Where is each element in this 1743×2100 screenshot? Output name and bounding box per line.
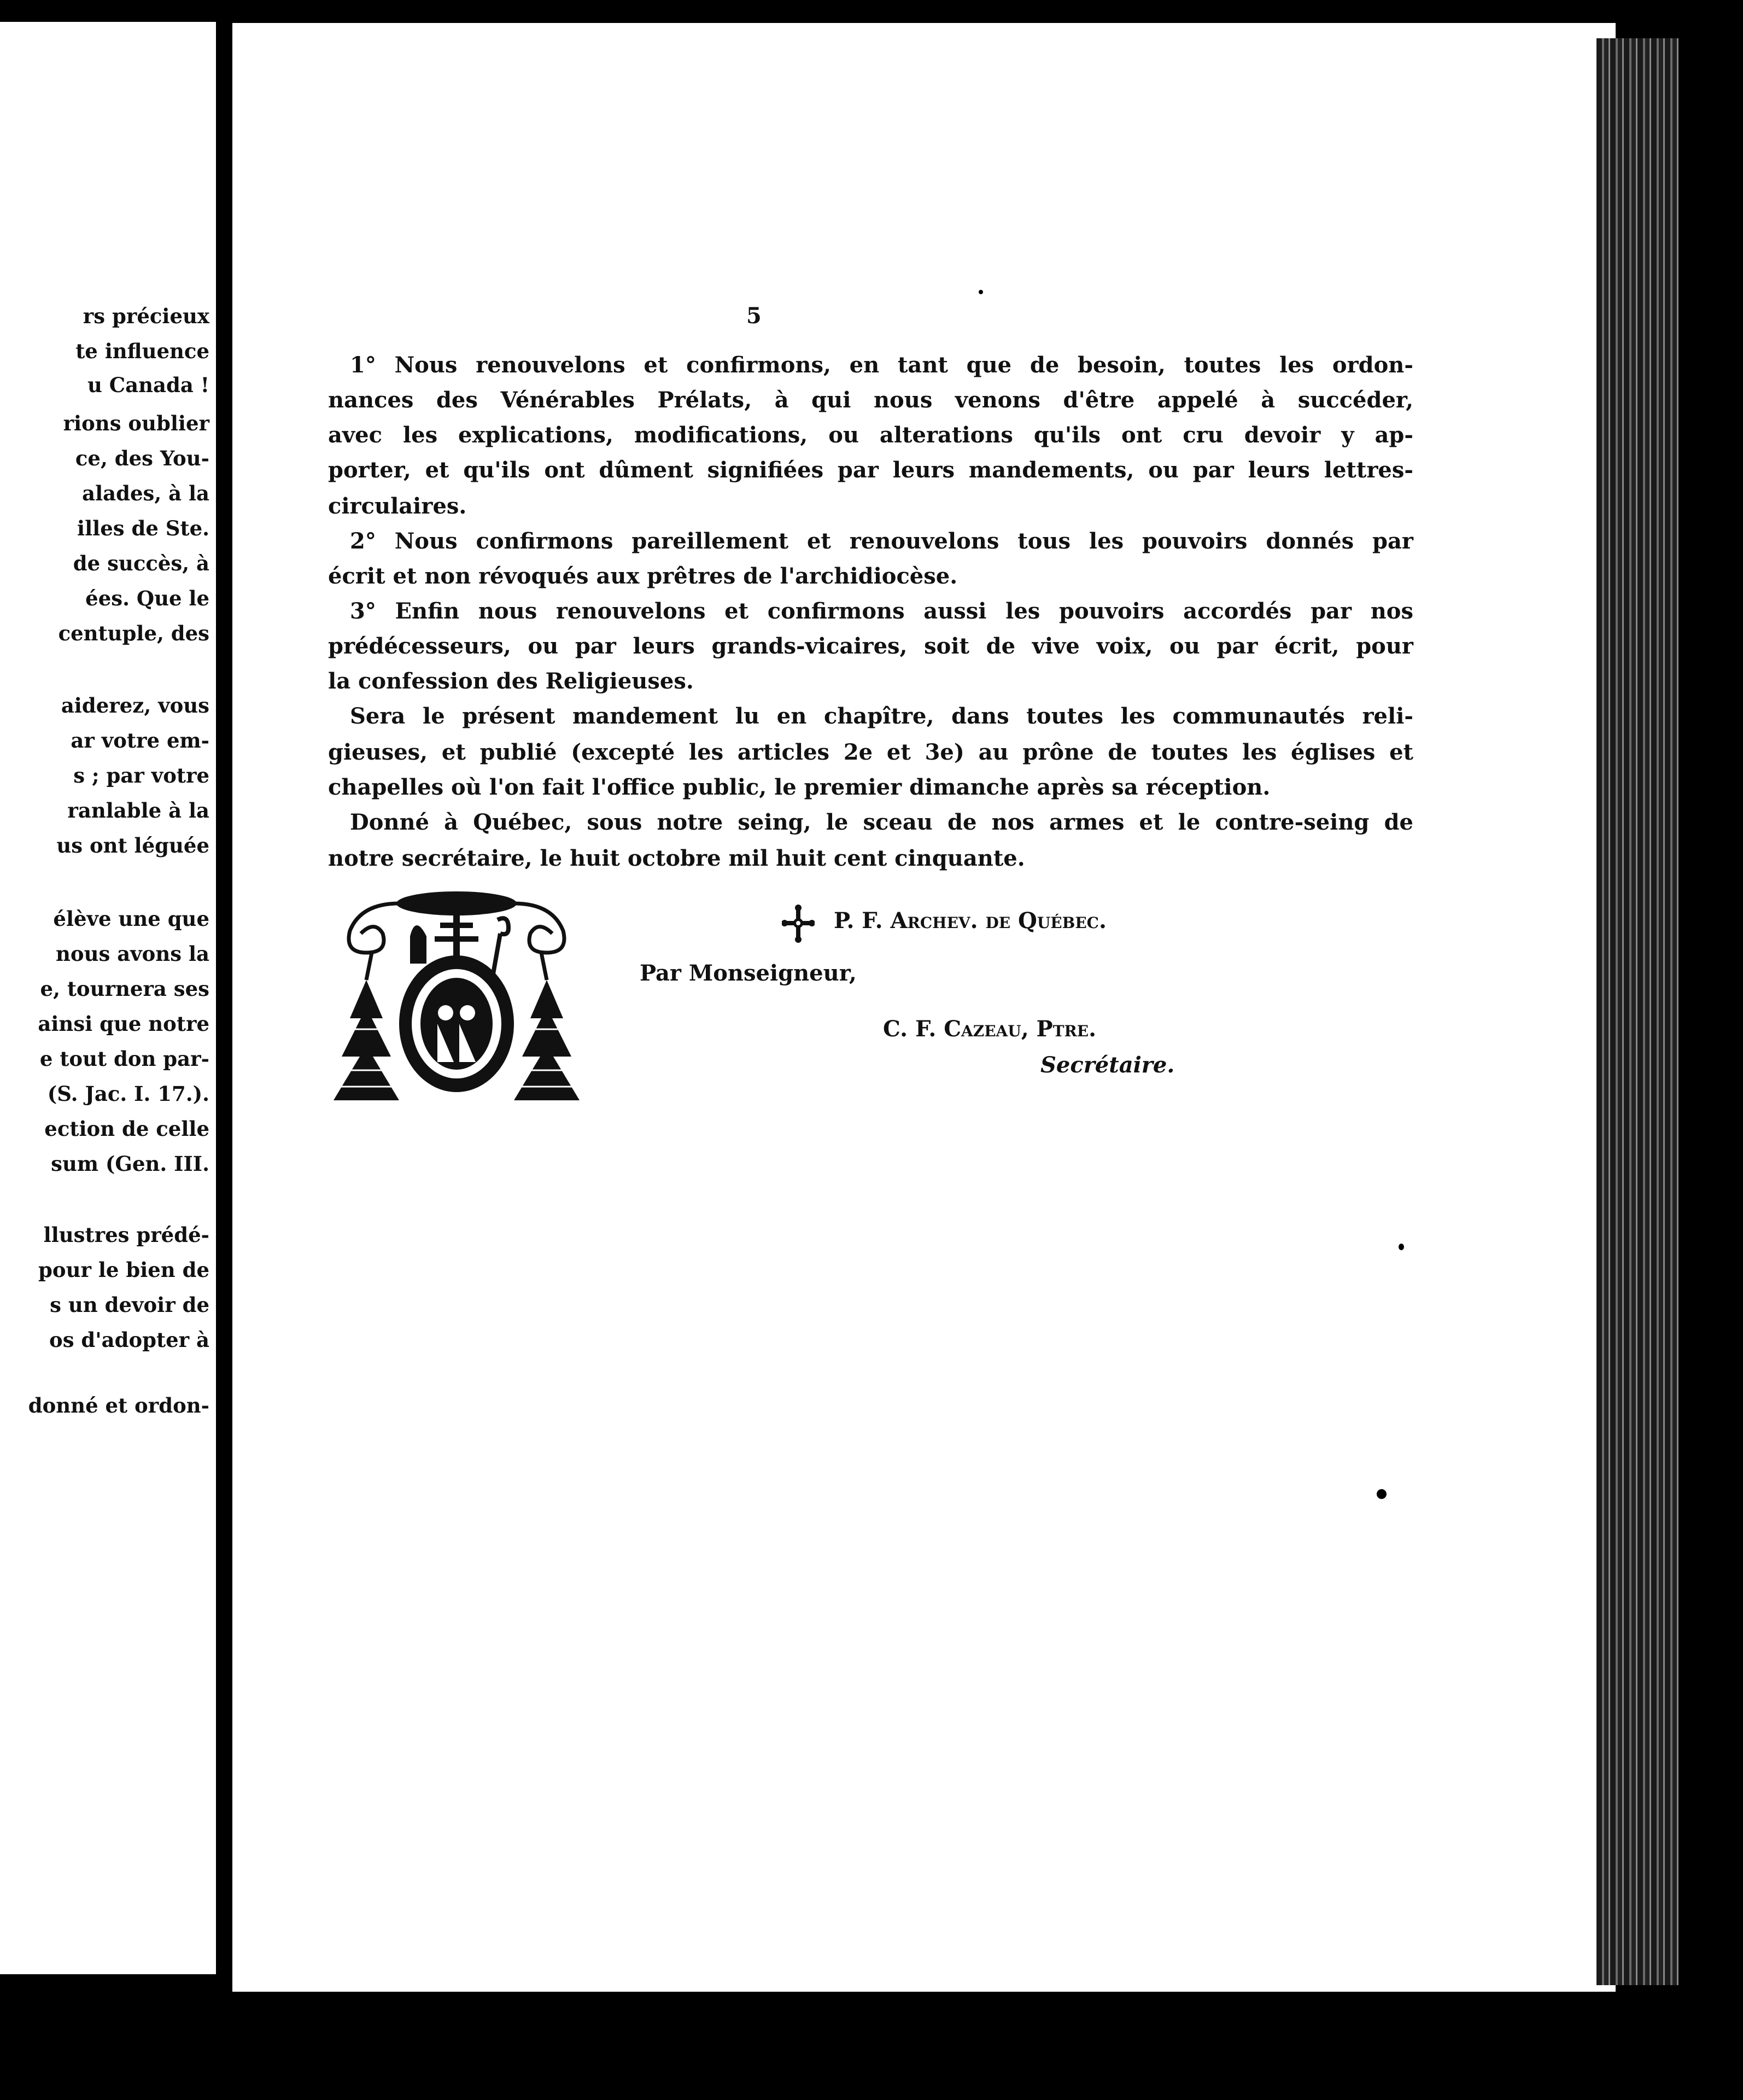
left-page-line: rs précieux	[83, 304, 209, 328]
cross-fleury-icon	[782, 905, 815, 943]
paragraph-line: avec les explications, modifications, ou alterations qu'ils ont cru devoir y ap-	[328, 422, 1413, 448]
left-page-line: rions oublier	[63, 411, 209, 435]
left-page-line: de succès, à	[73, 551, 209, 575]
page-number: 5	[746, 303, 762, 329]
left-page-line: u Canada !	[87, 373, 209, 397]
paragraph-line: 2° Nous confirmons pareillement et renouvelons tous les pouvoirs donnés par	[350, 528, 1413, 554]
paragraph-line: 3° Enfin nous renouvelons et confirmons aussi les pouvoirs accordés par nos	[350, 598, 1413, 624]
secretary-name: C. F. Cazeau, Ptre.	[883, 1016, 1096, 1042]
left-page-line: (S. Jac. I. 17.).	[47, 1082, 209, 1106]
left-page-line: ainsi que notre	[38, 1012, 209, 1036]
left-page-line: sum (Gen. III.	[51, 1152, 209, 1176]
paper-speck	[979, 290, 983, 294]
left-page-line: ar votre em-	[71, 728, 209, 752]
book-page-edges	[1596, 38, 1678, 1985]
archbishop-signature: P. F. Archev. de Québec.	[834, 908, 1107, 934]
paper-speck	[1399, 1244, 1404, 1250]
paragraph-line: nances des Vénérables Prélats, à qui nous venons d'être appelé à succéder,	[328, 387, 1413, 413]
left-page-line: pour le bien de	[38, 1258, 209, 1282]
left-page-line: aiderez, vous	[61, 693, 209, 718]
paragraph-line: chapelles où l'on fait l'office public, le premier dimanche après sa réception.	[328, 774, 1271, 800]
paragraph-line: 1° Nous renouvelons et confirmons, en tant que de besoin, toutes les ordon-	[350, 352, 1413, 378]
paragraph-line: porter, et qu'ils ont dûment signifiées par leurs mandements, ou par leurs lettres-	[328, 457, 1413, 483]
left-page-line: e, tournera ses	[40, 977, 209, 1001]
paragraph-line: écrit et non révoqués aux prêtres de l'archidiocèse.	[328, 563, 958, 589]
left-page-line: élève une que	[53, 907, 209, 931]
left-page-line: llustres prédé-	[43, 1223, 209, 1247]
secretary-title: Secrétaire.	[1040, 1052, 1175, 1078]
left-page-line: te influence	[75, 339, 209, 363]
left-page-line: centuple, des	[58, 621, 209, 645]
left-page-line: ranlable à la	[67, 798, 209, 822]
paragraph-line: circulaires.	[328, 493, 467, 519]
main-page	[232, 23, 1616, 1992]
paragraph-line: notre secrétaire, le huit octobre mil huit cent cinquante.	[328, 845, 1025, 871]
left-page-line: ées. Que le	[85, 586, 209, 610]
left-page-line: donné et ordon-	[28, 1393, 209, 1418]
left-page-line: ection de celle	[44, 1117, 209, 1141]
left-page-line: os d'adopter à	[49, 1328, 209, 1352]
coat-of-arms-icon	[328, 882, 585, 1111]
left-page-line: illes de Ste.	[77, 516, 209, 540]
paragraph-line: Sera le présent mandement lu en chapître, dans toutes les communautés reli-	[350, 703, 1413, 729]
left-page-line: e tout don par-	[39, 1047, 209, 1071]
by-order-line: Par Monseigneur,	[640, 960, 857, 986]
left-page-line: us ont léguée	[56, 833, 209, 858]
left-page-line: ce, des You-	[75, 446, 209, 470]
paragraph-line: Donné à Québec, sous notre seing, le sceau de nos armes et le contre-seing de	[350, 809, 1413, 835]
left-page-line: s un devoir de	[50, 1293, 209, 1317]
left-page-line: nous avons la	[56, 942, 209, 966]
paragraph-line: gieuses, et publié (excepté les articles 2e et 3e) au prône de toutes les églises et	[328, 739, 1413, 765]
book-gutter	[216, 0, 232, 2100]
left-facing-page	[0, 22, 216, 1974]
paragraph-line: prédécesseurs, ou par leurs grands-vicaires, soit de vive voix, ou par écrit, pour	[328, 633, 1413, 659]
left-page-line: alades, à la	[82, 481, 209, 505]
paragraph-line: la confession des Religieuses.	[328, 668, 694, 694]
paper-speck	[1377, 1489, 1387, 1499]
left-page-line: s ; par votre	[73, 763, 209, 788]
